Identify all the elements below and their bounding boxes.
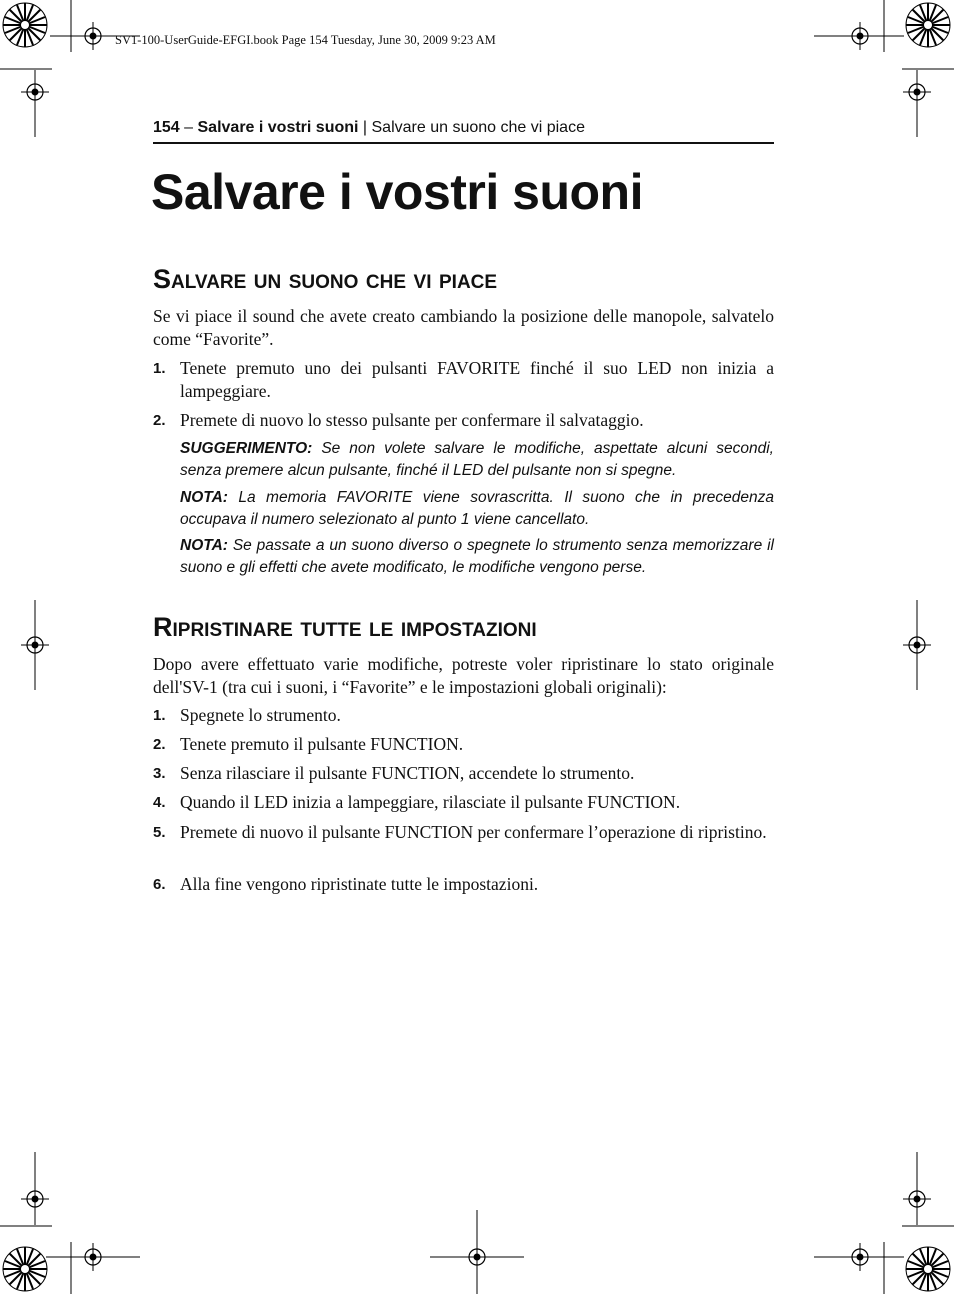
- step-number: 2.: [153, 412, 166, 429]
- note-text: Se non volete salvare le modifiche, aspettate alcuni secondi, senza premere alcun pulsante, finché il LED del pulsante non si spegne.: [180, 440, 774, 479]
- list-item: [153, 873, 774, 896]
- step-number: 4.: [153, 794, 166, 811]
- list-item: [153, 357, 774, 403]
- step-number: 5.: [153, 824, 166, 841]
- header-section: Salvare un suono che vi piace: [371, 119, 585, 136]
- list-item: [153, 704, 774, 727]
- header-rule: [153, 142, 774, 144]
- section-heading-salvare: Salvare un suono che vi piace: [153, 264, 498, 294]
- header-page-number: 154: [153, 119, 180, 136]
- note-text: La memoria FAVORITE viene sovrascritta. Il suono che in precedenza occupava il numero selezionato al punto 1 viene cancellato.: [180, 489, 774, 528]
- registration-star-top-left: [3, 3, 47, 47]
- tip-note: [180, 438, 774, 482]
- section1-intro: Se vi piace il sound che avete creato cambiando la posizione delle manopole, salvatelo come “Favorite”.: [153, 306, 774, 349]
- header-dash: –: [179, 119, 198, 136]
- list-item: [153, 733, 774, 756]
- step-number: 3.: [153, 765, 166, 782]
- list-item: [153, 821, 774, 844]
- step-text: Senza rilasciare il pulsante FUNCTION, accendete lo strumento.: [180, 763, 635, 783]
- registration-star-bottom-right: [906, 1247, 950, 1291]
- step-text: Premete di nuovo il pulsante FUNCTION per confermare l’operazione di ripristino.: [180, 822, 767, 842]
- running-header: [153, 119, 773, 137]
- note-label: NOTA:: [180, 537, 228, 554]
- step-text: Quando il LED inizia a lampeggiare, rilasciate il pulsante FUNCTION.: [180, 792, 681, 812]
- note-label: NOTA:: [180, 489, 228, 506]
- registration-star-bottom-left: [3, 1247, 47, 1291]
- step-number: 2.: [153, 736, 166, 753]
- page-title: Salvare i vostri suoni: [151, 164, 643, 220]
- step-text: Alla fine vengono ripristinate tutte le impostazioni.: [180, 874, 539, 894]
- list-item: [153, 409, 774, 432]
- step-text: Tenete premuto il pulsante FUNCTION.: [180, 734, 464, 754]
- step-text: Premete di nuovo lo stesso pulsante per confermare il salvataggio.: [180, 410, 644, 430]
- step-text: Tenete premuto uno dei pulsanti FAVORITE finché il suo LED non inizia a lampeggiare.: [180, 358, 774, 401]
- header-separator: |: [358, 119, 372, 136]
- header-chapter: Salvare i vostri suoni: [197, 119, 359, 136]
- step-text: Spegnete lo strumento.: [180, 705, 341, 725]
- section2-intro: Dopo avere effettuato varie modifiche, potreste voler ripristinare lo stato originale dell'SV-1 (tra cui i suoni, i “Favorite” e le impostazioni globali originali):: [153, 654, 774, 697]
- note: [180, 535, 774, 579]
- section-heading-ripristinare: Ripristinare tutte le impostazioni: [153, 612, 537, 642]
- step-number: 6.: [153, 876, 166, 893]
- note-label: SUGGERIMENTO:: [180, 440, 313, 457]
- step-number: 1.: [153, 707, 166, 724]
- note-text: Se passate a un suono diverso o spegnete lo strumento senza memorizzare il suono e gli effetti che avete modificato, le modifiche vengono perse.: [180, 537, 774, 576]
- list-item: [153, 762, 774, 785]
- list-item: [153, 791, 774, 814]
- print-slug: SV1-100-UserGuide-EFGI.book Page 154 Tuesday, June 30, 2009 9:23 AM: [115, 33, 496, 47]
- note: [180, 487, 774, 531]
- step-number: 1.: [153, 360, 166, 377]
- registration-star-top-right: [906, 3, 950, 47]
